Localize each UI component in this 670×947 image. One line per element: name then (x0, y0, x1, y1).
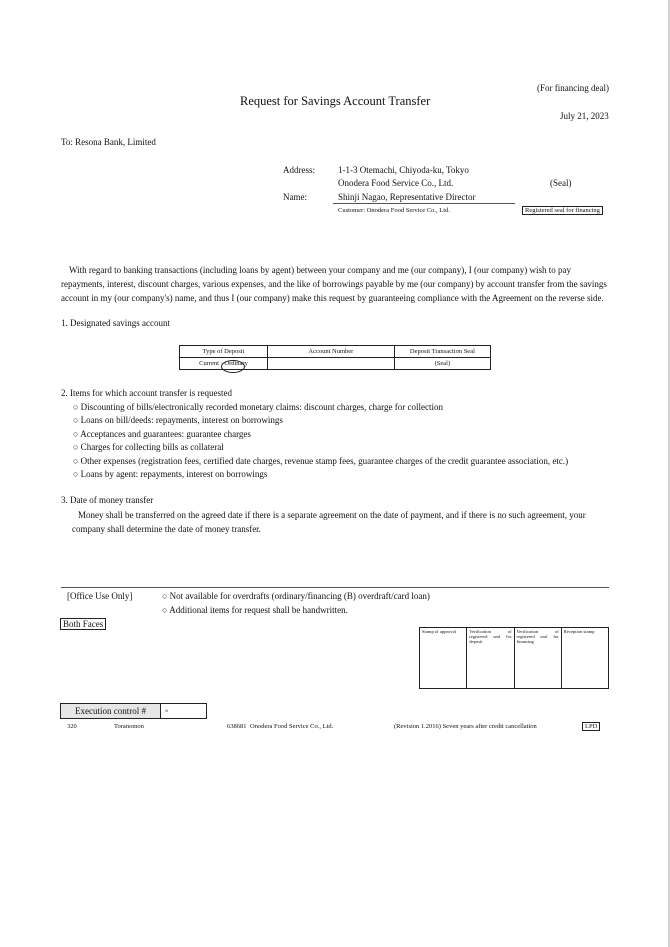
section2-heading: 2. Items for which account transfer is requested (61, 388, 232, 398)
registered-seal-box: Registered seal for financing (522, 206, 603, 215)
stamp-approval: Stamp of approval (420, 628, 467, 689)
address-value: 1-1-3 Otemachi, Chiyoda-ku, Tokyo (338, 165, 469, 175)
office-note: ○ Additional items for request shall be handwritten. (162, 605, 348, 615)
transfer-item: ○ Other expenses (registration fees, certified date charges, revenue stamp fees, guarantee charges of the credit guarantee association, etc.) (73, 456, 569, 466)
address-label: Address: (283, 165, 315, 175)
cell-transaction-seal: (Seal) (394, 358, 490, 370)
section3-heading: 3. Date of money transfer (61, 495, 154, 505)
page-title: Request for Savings Account Transfer (240, 94, 431, 108)
transfer-item: ○ Loans on bill/deeds: repayments, interest on borrowings (73, 415, 283, 425)
customer-number: 638681 (227, 723, 247, 730)
transfer-item: ○ Acceptances and guarantees: guarantee charges (73, 429, 251, 439)
stamp-table (419, 627, 609, 689)
execution-control-label: Execution control # (61, 704, 161, 718)
section1-heading: 1. Designated savings account (61, 318, 170, 328)
header-account-number: Account Number (267, 346, 394, 358)
cell-account-number[interactable] (267, 358, 394, 370)
customer-line: Customer: Onodera Food Service Co., Ltd. (338, 207, 450, 214)
cell-deposit-type: Current · Ordinary (180, 358, 268, 370)
office-divider (61, 587, 609, 588)
office-note: ○ Not available for overdrafts (ordinary/financing (B) overdraft/card loan) (162, 591, 430, 601)
signature-line (333, 203, 515, 204)
form-code: LPD (582, 722, 600, 731)
execution-control-value[interactable]: » (165, 707, 169, 714)
document-date: July 21, 2023 (560, 111, 609, 121)
addressee: To: Resona Bank, Limited (61, 137, 156, 147)
transfer-item: ○ Discounting of bills/electronically recorded monetary claims: discount charges, charge for collection (73, 402, 443, 412)
execution-control-box (60, 703, 207, 719)
transfer-item: ○ Loans by agent: repayments, interest on borrowings (73, 469, 268, 479)
branch-number: 320 (67, 723, 77, 730)
both-faces-box: Both Faces (60, 618, 106, 630)
header-transaction-seal: Deposit Transaction Seal (394, 346, 490, 358)
section3-text: Money shall be transferred on the agreed date if there is a separate agreement on the date of payment, and if there is no such agreement, your company shall determine the date of money transfer. (72, 510, 586, 534)
name-label: Name: (283, 192, 307, 202)
customer-name: Onodera Food Service Co., Ltd. (250, 723, 334, 730)
office-use-label: [Office Use Only] (67, 591, 133, 601)
revision-note: (Revision 1.2016) Seven years after credit cancellation (394, 723, 537, 730)
deal-type: (For financing deal) (537, 83, 609, 93)
ordinary-circle-mark (221, 360, 245, 373)
stamp-reception: Reception stamp (561, 628, 608, 689)
transfer-item: ○ Charges for collecting bills as collateral (73, 442, 224, 452)
name-value: Shinji Nagao, Representative Director (338, 192, 476, 202)
intro-paragraph: With regard to banking transactions (including loans by agent) between your company and me (our company), I (our company) wish to pay repayments, interest, discount charges, various expenses, and the like of borrowings payable by me (our company) by account transfer from the savings account in my (our company's) name, and thus I (our company) make this request by guaranteeing compliance with the Agreement on the reverse side. (61, 265, 607, 303)
stamp-deposit-seal: Verification of registered seal for deposit (467, 628, 514, 689)
seal-mark: (Seal) (550, 178, 572, 188)
stamp-financing-seal: Verification of registered seal for financing (514, 628, 561, 689)
branch-name: Toranomon (114, 723, 144, 730)
header-deposit-type: Type of Deposit (180, 346, 268, 358)
company-name: Onodera Food Service Co., Ltd. (338, 178, 454, 188)
